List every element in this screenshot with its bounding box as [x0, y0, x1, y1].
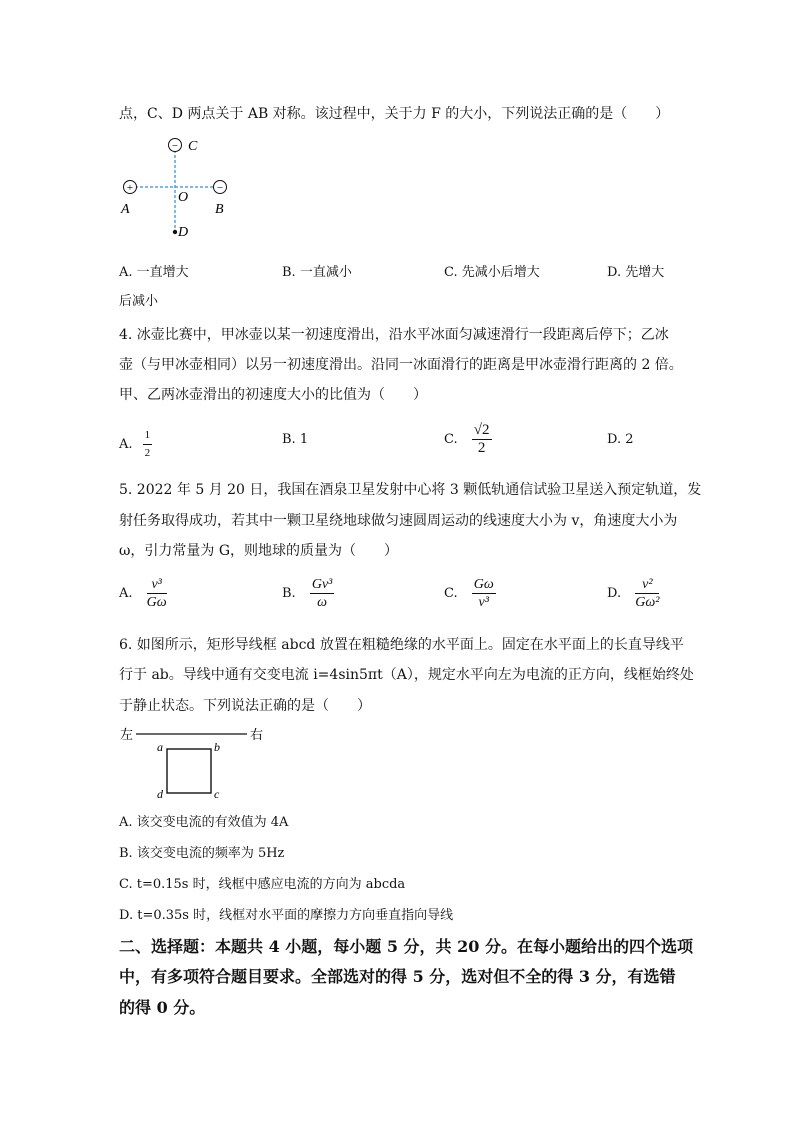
q5-stem-line-1: 5. 2022 年 5 月 20 日，我国在酒泉卫星发射中心将 3 颗低轨通信试验卫星送入预定轨道，发	[119, 482, 702, 498]
svg-text:B: B	[215, 202, 224, 217]
q4-stem-line-2: 壶（与甲冰壶相同）以另一初速度滑出。沿同一冰面滑行的距离是甲冰壶滑行距离的 2 倍。	[119, 357, 683, 373]
q5-stem-line-3: ω，引力常量为 G，则地球的质量为（ ）	[119, 543, 399, 559]
q6-option-d: D. t=0.35s 时，线框对水平面的摩擦力方向垂直指向导线	[119, 908, 454, 923]
svg-text:O: O	[178, 190, 189, 205]
svg-text:D: D	[178, 225, 189, 240]
svg-text:−: −	[216, 182, 224, 194]
svg-text:右: 右	[250, 727, 264, 742]
q6-option-b: B. 该交变电流的频率为 5Hz	[119, 846, 285, 861]
section2-heading-line-3: 的得 0 分。	[119, 998, 206, 1017]
q5-option-c: C. $\frac{G\omega}{\text{v³}}$	[444, 577, 494, 610]
svg-text:+: +	[126, 182, 134, 194]
q5-option-d: D. $\frac{\text{v²}}{\text{Gω²}}$	[607, 577, 660, 610]
q5-stem-line-2: 射任务取得成功，若其中一颗卫星绕地球做匀速圆周运动的线速度大小为 v，角速度大小为	[119, 513, 678, 529]
svg-text:d: d	[157, 787, 163, 801]
q5-option-a: A. $\frac{\text{v³}}{G\omega}$	[119, 577, 167, 610]
svg-text:−: −	[171, 140, 179, 152]
rect-wire-frame	[167, 749, 211, 793]
q3-option-d-cont: 后减小	[119, 294, 159, 309]
section2-heading-line-2: 中，有多项符合题目要求。全部选对的得 5 分，选对但不全的得 3 分，有选错	[119, 967, 676, 986]
point-d-icon	[173, 230, 177, 234]
q4-option-b: B. 1	[282, 432, 309, 447]
q6-stem-line-1: 6. 如图所示，矩形导线框 abcd 放置在粗糙绝缘的水平面上。固定在水平面上的长直导线平	[119, 637, 684, 653]
q6-option-c: C. t=0.15s 时，线框中感应电流的方向为 abcda	[119, 877, 406, 892]
q6-option-a: A. 该交变电流的有效值为 4A	[119, 815, 289, 830]
q3-charge-figure	[115, 130, 245, 245]
q3-option-a: A. 一直增大	[119, 265, 189, 280]
q5-option-b: B. $\frac{\text{Gv³}}{\omega}$	[282, 577, 333, 610]
svg-text:A: A	[121, 202, 130, 217]
svg-text:左: 左	[120, 727, 134, 742]
q3-stem-line: 点，C、D 两点关于 AB 对称。该过程中，关于力 F 的大小，下列说法正确的是（ ）	[119, 106, 670, 122]
q4-option-a: A. $\frac{1}{2}$	[119, 429, 151, 459]
q3-option-c: C. 先减小后增大	[444, 265, 540, 280]
q4-option-d: D. 2	[607, 432, 634, 447]
q3-option-d: D. 先增大	[607, 265, 665, 280]
svg-text:c: c	[214, 787, 220, 801]
section2-heading-line-1: 二、选择题：本题共 4 小题，每小题 5 分，共 20 分。在每小题给出的四个选项	[119, 937, 693, 956]
q4-stem-line-1: 4. 冰壶比赛中，甲冰壶以某一初速度滑出，沿水平冰面匀减速滑行一段距离后停下；乙冰	[119, 327, 669, 343]
svg-text:a: a	[157, 740, 163, 754]
q6-stem-line-3: 于静止状态。下列说法正确的是（ ）	[119, 698, 371, 714]
q4-stem-line-3: 甲、乙两冰壶滑出的初速度大小的比值为（ ）	[119, 387, 427, 403]
q6-wire-frame-figure	[117, 722, 277, 802]
svg-text:b: b	[214, 740, 220, 754]
q3-option-b: B. 一直减小	[282, 265, 352, 280]
q4-option-c: C. $\frac{√2}{2}$	[444, 422, 490, 456]
q6-stem-line-2: 行于 ab。导线中通有交变电流 i=4sin5πt（A），规定水平向左为电流的正方向，线框始终处	[119, 667, 694, 683]
svg-text:C: C	[188, 139, 198, 154]
